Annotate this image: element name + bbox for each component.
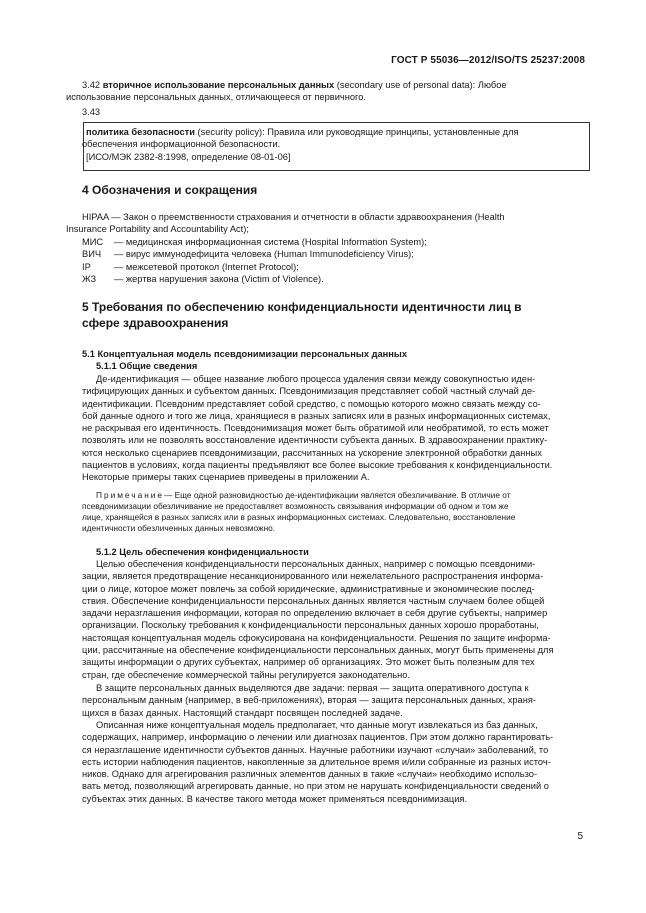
definition-text-line: обеспечения информационной безопасности. — [82, 139, 281, 150]
note-text: — Еще одной разновидностью де-идентификации является обезличивание. В отличие от — [164, 490, 511, 500]
definition-term: политика безопасности — [86, 127, 195, 137]
abbr-value: — медицинская информационная система (Hospital Information System); — [114, 237, 427, 247]
definition-text-line: использование персональных данных, отличающееся от первичного. — [66, 92, 366, 103]
note-label: Примечание — [96, 490, 165, 500]
text-line: организации. Поскольку требования к конфиденциальности персональных данных хорошо проработаны, — [82, 620, 539, 631]
definition-3-43 — [82, 126, 586, 163]
abbr-key: МИС — [82, 237, 104, 247]
text-line: защиты информации о других субъектах, например об организациях. Это может быть полезным для тех — [82, 657, 535, 668]
subsection-5-1-2: 5.1.2 Цель обеспечения конфиденциальности — [96, 547, 309, 557]
text-line: вать метод, позволяющий агрегировать данные, но при этом не нарушать конфиденциальности сведений о — [82, 781, 549, 792]
section-4-title: 4 Обозначения и сокращения — [82, 183, 258, 197]
definition-number-3-43: 3.43 — [82, 107, 101, 117]
section-5-title-line: сфере здравоохранения — [82, 315, 229, 330]
section-5-title-line: 5 Требования по обеспечению конфиденциальности идентичности лиц в — [82, 300, 522, 314]
text-line: ются несколько сценариев псевдонимизации, рассчитанных на ускорение электронной обработки данных — [82, 447, 542, 458]
paragraph-5-1-1 — [82, 373, 589, 484]
text-line: бой данные одного и того же лица, хранящиеся в разных записях или в разных информационных системах, — [82, 410, 551, 421]
abbr-hipaa-line: HIPAA — Закон о преемственности страхования и отчетности в области здравоохранения (Health — [82, 212, 505, 222]
text-line: пациентов в условиях, когда пациенты предъявляют все более высокие требования к конфиденциальности. — [82, 460, 553, 471]
text-line: настоящая концептуальная модель сфокусирована на конфиденциальности. Решения по защите информа- — [82, 632, 551, 643]
text-line: идентификации. Псевдоним представляет собой средство, с помощью которого можно связать между со- — [82, 398, 541, 409]
text-line: Целью обеспечения конфиденциальности персональных данных, например с помощью псевдоними- — [96, 559, 536, 569]
standard-header: ГОСТ Р 55036—2012/ISO/TS 25237:2008 — [391, 55, 585, 66]
abbr-key: IP — [82, 262, 91, 272]
note — [82, 490, 589, 534]
text-line: есть истории наблюдения пациентов, накопленные за длительное время и/или собранные из разных источ- — [82, 756, 551, 767]
definition-term: вторичное использование персональных данных — [102, 80, 335, 90]
text-line: ствия. Обеспечение конфиденциальности персональных данных является частным случаем более общей — [82, 595, 545, 606]
text-line: ников. Однако для агрегирования различных элементов данных в такие «случаи» необходимо использо- — [82, 769, 538, 780]
abbr-hipaa — [66, 211, 589, 236]
text-line: Де-идентификация — общее название любого процесса удаления связи между совокупностью иден- — [96, 374, 536, 384]
abbr-row — [82, 248, 414, 260]
abbr-hipaa-line: Insurance Portability and Accountability Act); — [66, 224, 249, 235]
abbr-row — [82, 236, 427, 248]
abbr-row — [82, 261, 299, 273]
abbr-key: ЖЗ — [82, 274, 97, 284]
definition-text: (secondary use of personal data): Любое — [336, 80, 507, 90]
page-number: 5 — [577, 831, 583, 842]
subsection-5-1-1: 5.1.1 Общие сведения — [96, 361, 198, 371]
note-line: идентичности обезличенных данных невозможно. — [82, 523, 276, 533]
definition-text: (security policy): Правила или руководящие принципы, установленные для — [197, 127, 519, 137]
text-line: позволять или не позволять восстановление идентичности субъекта данных. В здравоохранении практику- — [82, 435, 548, 446]
abbr-row — [82, 273, 324, 285]
text-line: не раскрывая его идентичность. Псевдонимизация может быть обратимой или необратимой, то есть может — [82, 423, 549, 434]
note-line: псевдонимизации обезличивание не предоставляет возможность связывания информации об одном и том же — [82, 501, 509, 511]
text-line: зации, является предотвращение несанкционированного или нежелательного распространения информа- — [82, 571, 544, 582]
text-line: ции о лице, которое может повлечь за собой юридические, административные и экономические послед- — [82, 583, 535, 594]
abbr-value: — межсетевой протокол (Internet Protocol); — [114, 262, 299, 272]
text-line: ся неразглашение идентичности субъектов данных. Научные работники изучают «случаи» заболеваний, то — [82, 744, 549, 755]
definition-source: [ИСО/МЭК 2382-8:1998, определение 08-01-06] — [86, 151, 291, 162]
abbr-key: ВИЧ — [82, 249, 102, 259]
text-line: стран, где обеспечение коммерческой тайны регулируется законодательно. — [82, 669, 410, 680]
section-5-title — [82, 300, 582, 331]
subsection-5-1: 5.1 Концептуальная модель псевдонимизации персональных данных — [82, 349, 407, 359]
text-line: задачи неразглашения информации, которая по определению включает в себя другие субъекты, например — [82, 608, 548, 619]
text-line: содержащих, например, информацию о лечении или диагнозах пациентов. При этом должно гарантировать- — [82, 732, 554, 743]
text-line: тифицирующих данных и субъектом данных. Псевдонимизация представляет собой частный случай де- — [82, 386, 536, 397]
paragraph-concept-model — [82, 719, 589, 805]
text-line: Некоторые примеры таких сценариев приведены в приложении А. — [82, 472, 370, 483]
abbr-value: — жертва нарушения закона (Victim of Violence). — [114, 274, 324, 284]
paragraph-5-1-2 — [82, 558, 589, 681]
text-line: ции, рассчитанные на обеспечение конфиденциальности персональных данных, могут быть применены для — [82, 645, 554, 656]
paragraph-two-tasks — [82, 682, 589, 719]
text-line: щихся в базах данных. Настоящий стандарт посвящен последней задаче. — [82, 707, 403, 718]
definition-number: 3.42 — [82, 80, 101, 90]
definition-3-42 — [66, 79, 589, 104]
note-line: лице, хранящейся в разных записях или в разных информационных системах. Следовательно, восстановление — [82, 512, 516, 522]
text-line: субъектах этих данных. В качестве такого метода может применяться псевдонимизация. — [82, 793, 468, 804]
text-line: В защите персональных данных выделяются две задачи: первая — защита оперативного доступа к — [96, 683, 529, 693]
text-line: персональным данным (например, в веб-приложениях), вторая — защита персональных данных, храня- — [82, 695, 536, 706]
abbr-value: — вирус иммунодефицита человека (Human Immunodeficiency Virus); — [114, 249, 414, 259]
text-line: Описанная ниже концептуальная модель предполагает, что данные могут извлекаться из баз данных, — [96, 720, 538, 730]
